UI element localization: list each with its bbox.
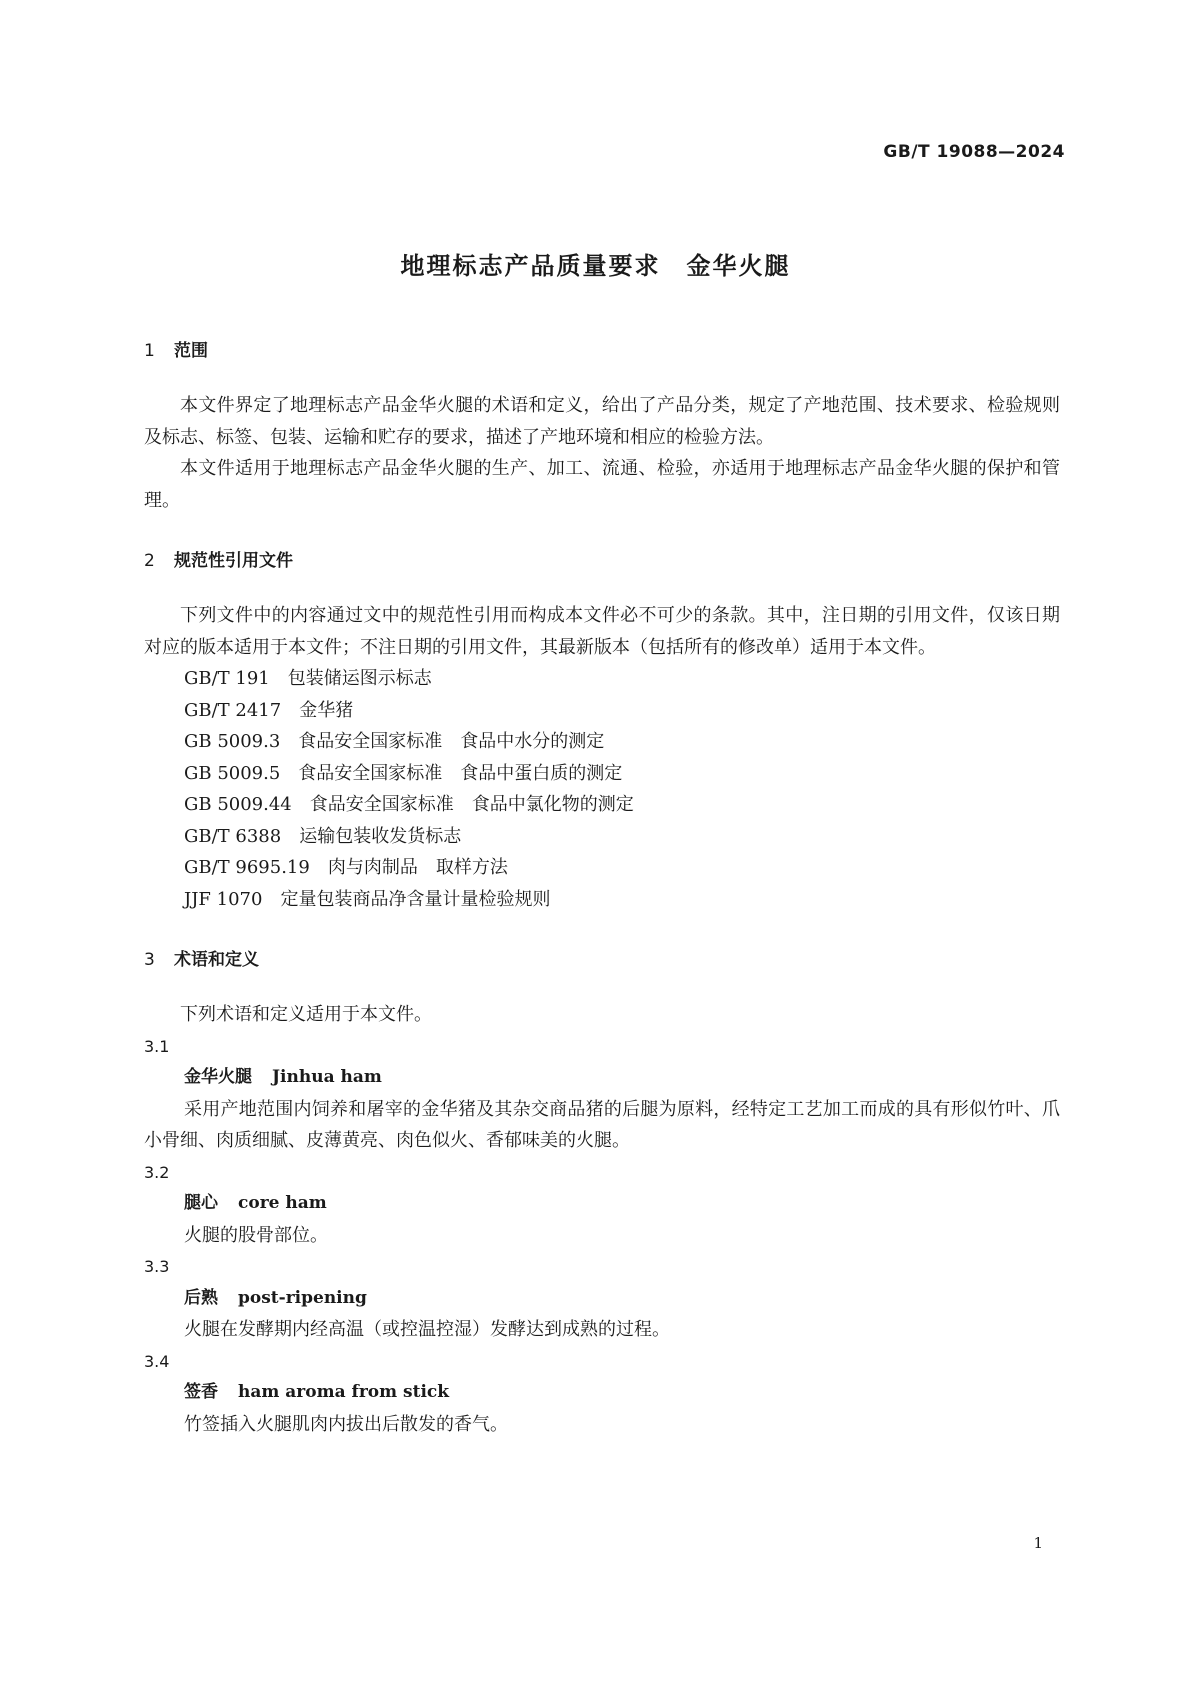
term-entry bbox=[144, 1157, 1060, 1252]
reference-item: GB/T 191 包装储运图示标志 bbox=[184, 668, 432, 689]
term-zh: 后熟 bbox=[184, 1287, 218, 1308]
reference-item: GB 5009.3 食品安全国家标准 食品中水分的测定 bbox=[184, 731, 605, 752]
section-number: 2 bbox=[144, 551, 155, 571]
paragraph: 本文件界定了地理标志产品金华火腿的术语和定义，给出了产品分类，规定了产地范围、技术要求、检验规则及标志、标签、包装、运输和贮存的要求，描述了产地环境和相应的检验方法。 bbox=[144, 395, 1060, 448]
term-zh: 腿心 bbox=[184, 1193, 218, 1213]
document-body bbox=[144, 338, 1060, 1440]
term-en: ham aroma from stick bbox=[238, 1382, 450, 1402]
term-zh: 金华火腿 bbox=[184, 1067, 252, 1087]
section-heading bbox=[144, 548, 1060, 574]
term-entry bbox=[144, 1031, 1060, 1157]
term-number: 3.1 bbox=[144, 1036, 170, 1056]
term-definition: 采用产地范围内饲养和屠宰的金华猪及其杂交商品猪的后腿为原料，经特定工艺加工而成的具有形似竹叶、爪小骨细、肉质细腻、皮薄黄亮、肉色似火、香郁味美的火腿。 bbox=[144, 1098, 1060, 1151]
term-name bbox=[144, 1188, 1060, 1220]
reference-item: GB 5009.5 食品安全国家标准 食品中蛋白质的测定 bbox=[184, 762, 623, 784]
section-number: 1 bbox=[144, 341, 155, 361]
term-en: Jinhua ham bbox=[272, 1067, 382, 1087]
term-definition: 火腿的股骨部位。 bbox=[184, 1224, 328, 1246]
term-entry bbox=[144, 1251, 1060, 1346]
section-heading bbox=[144, 947, 1060, 973]
reference-item: JJF 1070 定量包装商品净含量计量检验规则 bbox=[184, 888, 551, 910]
paragraph: 下列术语和定义适用于本文件。 bbox=[180, 1004, 432, 1025]
term-name bbox=[144, 1377, 1060, 1409]
section-title: 范围 bbox=[174, 341, 208, 361]
section-title: 术语和定义 bbox=[174, 950, 259, 970]
reference-item: GB/T 2417 金华猪 bbox=[184, 699, 354, 721]
section-terms-definitions bbox=[144, 947, 1060, 1440]
term-en: post-ripening bbox=[238, 1287, 367, 1308]
section-title: 规范性引用文件 bbox=[174, 551, 293, 571]
reference-item: GB/T 6388 运输包装收发货标志 bbox=[184, 825, 462, 847]
term-entry bbox=[144, 1346, 1060, 1441]
section-number: 3 bbox=[144, 950, 155, 970]
reference-item: GB/T 9695.19 肉与肉制品 取样方法 bbox=[184, 857, 508, 878]
term-number: 3.2 bbox=[144, 1162, 170, 1182]
standard-code: GB/T 19088—2024 bbox=[883, 142, 1065, 162]
page-number: 1 bbox=[1033, 1534, 1043, 1552]
section-scope bbox=[144, 338, 1060, 516]
paragraph: 下列文件中的内容通过文中的规范性引用而构成本文件必不可少的条款。其中，注日期的引用文件，仅该日期对应的版本适用于本文件；不注日期的引用文件，其最新版本（包括所有的修改单）适用于本文件。 bbox=[144, 605, 1060, 658]
section-normative-references bbox=[144, 548, 1060, 915]
term-definition: 竹签插入火腿肌肉内拔出后散发的香气。 bbox=[184, 1413, 508, 1435]
term-number: 3.3 bbox=[144, 1257, 170, 1276]
term-definition: 火腿在发酵期内经高温（或控温控湿）发酵达到成熟的过程。 bbox=[184, 1319, 670, 1340]
document-title: 地理标志产品质量要求 金华火腿 bbox=[400, 252, 791, 280]
term-name bbox=[144, 1062, 1060, 1094]
term-number: 3.4 bbox=[144, 1351, 170, 1371]
term-zh: 签香 bbox=[184, 1382, 218, 1402]
term-en: core ham bbox=[238, 1193, 327, 1213]
term-name bbox=[144, 1283, 1060, 1315]
section-heading bbox=[144, 338, 1060, 364]
paragraph: 本文件适用于地理标志产品金华火腿的生产、加工、流通、检验，亦适用于地理标志产品金华火腿的保护和管理。 bbox=[144, 458, 1060, 511]
reference-item: GB 5009.44 食品安全国家标准 食品中氯化物的测定 bbox=[184, 794, 634, 815]
